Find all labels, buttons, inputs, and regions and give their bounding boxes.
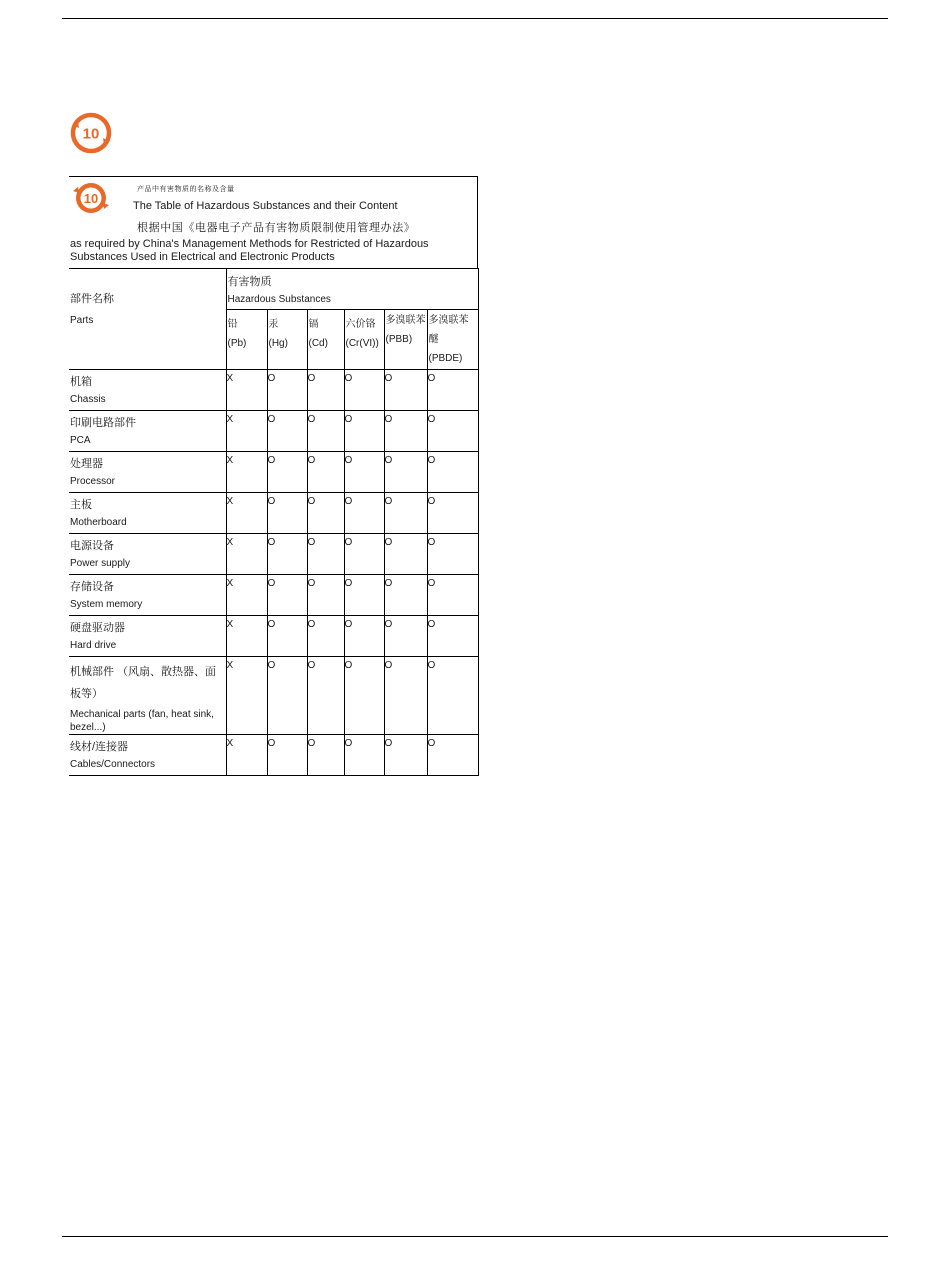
substance-mark: O xyxy=(307,455,316,466)
mark-cell xyxy=(267,657,307,735)
substance-mark: O xyxy=(344,496,353,507)
law-reference-cn: 根据中国《电器电子产品有害物质限制使用管理办法》 xyxy=(137,222,416,234)
substance-mark: O xyxy=(267,660,276,671)
svg-text:10: 10 xyxy=(82,125,100,143)
mark-cell xyxy=(344,370,384,411)
substance-mark: O xyxy=(267,414,276,425)
substance-mark: X xyxy=(226,414,234,425)
mark-cell xyxy=(384,493,427,534)
substance-mark: O xyxy=(384,414,393,425)
substance-mark: O xyxy=(344,660,353,671)
substance-mark: O xyxy=(384,373,393,384)
substance-mark: O xyxy=(307,578,316,589)
substance-mark: O xyxy=(344,455,353,466)
mark-cell xyxy=(226,657,267,735)
substance-mark: O xyxy=(427,414,436,425)
substance-mark: O xyxy=(344,738,353,749)
part-cell xyxy=(69,575,226,616)
mark-cell xyxy=(226,493,267,534)
mark-cell xyxy=(384,616,427,657)
mark-cell xyxy=(384,575,427,616)
mark-cell xyxy=(384,657,427,735)
part-name-cn: 硬盘驱动器 xyxy=(70,622,125,634)
part-cell xyxy=(69,493,226,534)
mark-cell xyxy=(427,370,478,411)
part-name-en: Motherboard xyxy=(70,517,127,528)
mark-cell xyxy=(267,493,307,534)
part-cell xyxy=(69,370,226,411)
table-row xyxy=(69,534,478,575)
substance-mark: O xyxy=(307,373,316,384)
part-name-cn: 机箱 xyxy=(70,376,92,388)
substance-mark: O xyxy=(384,738,393,749)
mark-cell xyxy=(226,452,267,493)
substance-mark: O xyxy=(307,660,316,671)
substance-mark: X xyxy=(226,619,234,630)
mark-cell xyxy=(226,370,267,411)
substance-mark: X xyxy=(226,578,234,589)
substance-symbol: (PBB) xyxy=(385,334,413,345)
substance-mark: O xyxy=(344,537,353,548)
mark-cell xyxy=(226,411,267,452)
mark-cell xyxy=(226,534,267,575)
mark-cell xyxy=(307,493,344,534)
table-row xyxy=(69,411,478,452)
substance-mark: O xyxy=(307,414,316,425)
mark-cell xyxy=(226,616,267,657)
mark-cell xyxy=(384,411,427,452)
mark-cell xyxy=(307,575,344,616)
substance-mark: O xyxy=(344,619,353,630)
mark-cell xyxy=(344,616,384,657)
substances-grid xyxy=(69,268,479,776)
substance-symbol: (Pb) xyxy=(227,338,247,349)
part-cell xyxy=(69,411,226,452)
substances-header-cell xyxy=(226,269,478,310)
substance-symbol: (Hg) xyxy=(268,338,288,349)
part-cell xyxy=(69,452,226,493)
substance-mark: O xyxy=(384,537,393,548)
table-header-block xyxy=(69,176,478,268)
epup-10-small-logo xyxy=(69,179,113,217)
part-name-cn: 电源设备 xyxy=(70,540,114,552)
mark-cell xyxy=(307,616,344,657)
substance-mark: O xyxy=(427,373,436,384)
substance-mark: O xyxy=(384,496,393,507)
part-name-en: Cables/Connectors xyxy=(70,759,156,770)
substances-header-en: Hazardous Substances xyxy=(227,294,331,305)
mark-cell xyxy=(344,411,384,452)
table-row xyxy=(69,657,478,735)
substance-mark: O xyxy=(307,537,316,548)
substance-mark: O xyxy=(307,619,316,630)
substance-mark: O xyxy=(267,738,276,749)
substance-name-cn: 多溴联苯醚 xyxy=(428,315,469,345)
part-name-cn: 印刷电路部件 xyxy=(70,417,136,429)
substance-mark: O xyxy=(267,619,276,630)
epup-10-logo xyxy=(69,111,113,155)
mark-cell xyxy=(226,575,267,616)
law-reference-en: as required by China's Management Methods for Restricted of Hazardous Substances Used in Electrical and Electronic Products xyxy=(70,238,429,263)
mark-cell xyxy=(307,735,344,776)
mark-cell xyxy=(344,657,384,735)
mark-cell xyxy=(384,452,427,493)
substance-mark: O xyxy=(344,373,353,384)
parts-header-cell xyxy=(69,269,226,370)
substance-header-cadmium xyxy=(307,310,344,370)
substance-mark: O xyxy=(384,619,393,630)
substance-mark: O xyxy=(267,496,276,507)
substance-name-cn: 铅 xyxy=(227,319,238,330)
part-cell xyxy=(69,534,226,575)
substance-symbol: (PBDE) xyxy=(428,353,463,364)
substance-mark: O xyxy=(427,496,436,507)
mark-cell xyxy=(427,534,478,575)
mark-cell xyxy=(427,735,478,776)
substance-header-pbb xyxy=(384,310,427,370)
substance-header-lead xyxy=(226,310,267,370)
hazardous-substances-table xyxy=(69,176,478,776)
mark-cell xyxy=(427,411,478,452)
part-cell xyxy=(69,735,226,776)
substance-mark: O xyxy=(427,537,436,548)
part-cell xyxy=(69,657,226,735)
table-row xyxy=(69,575,478,616)
table-row xyxy=(69,616,478,657)
part-name-cn: 机械部件 （风扇、散热器、面板等） xyxy=(70,666,217,700)
part-cell xyxy=(69,616,226,657)
substance-mark: O xyxy=(427,738,436,749)
part-name-en: PCA xyxy=(70,435,91,446)
table-row xyxy=(69,370,478,411)
parts-header-en: Parts xyxy=(70,315,94,326)
part-name-en: Mechanical parts (fan, heat sink, bezel...) xyxy=(70,709,214,733)
mark-cell xyxy=(344,493,384,534)
mark-cell xyxy=(307,411,344,452)
table-title-en: The Table of Hazardous Substances and their Content xyxy=(133,200,398,212)
substance-mark: O xyxy=(344,578,353,589)
mark-cell xyxy=(267,370,307,411)
mark-cell xyxy=(427,657,478,735)
table-row xyxy=(69,452,478,493)
substance-mark: X xyxy=(226,738,234,749)
substance-mark: X xyxy=(226,660,234,671)
substance-header-pbde xyxy=(427,310,478,370)
mark-cell xyxy=(344,735,384,776)
part-name-en: System memory xyxy=(70,599,143,610)
table-row xyxy=(69,735,478,776)
substances-header-cn: 有害物质 xyxy=(227,276,272,288)
part-name-en: Chassis xyxy=(70,394,106,405)
mark-cell xyxy=(267,616,307,657)
mark-cell xyxy=(307,452,344,493)
substance-mark: O xyxy=(307,738,316,749)
mark-cell xyxy=(344,452,384,493)
mark-cell xyxy=(307,370,344,411)
substance-header-mercury xyxy=(267,310,307,370)
substance-mark: O xyxy=(427,578,436,589)
mark-cell xyxy=(427,493,478,534)
substance-mark: O xyxy=(344,414,353,425)
substance-mark: X xyxy=(226,496,234,507)
substance-name-cn: 六价铬 xyxy=(345,319,376,330)
substance-mark: O xyxy=(427,455,436,466)
part-name-cn: 存储设备 xyxy=(70,581,114,593)
mark-cell xyxy=(307,657,344,735)
substance-mark: O xyxy=(307,496,316,507)
mark-cell xyxy=(384,534,427,575)
mark-cell xyxy=(267,735,307,776)
mark-cell xyxy=(267,452,307,493)
mark-cell xyxy=(226,735,267,776)
substance-symbol: (Cr(VI)) xyxy=(345,338,379,349)
substance-name-cn: 多溴联苯 xyxy=(385,315,426,326)
footer-rule xyxy=(62,1236,888,1237)
mark-cell xyxy=(307,534,344,575)
substance-mark: X xyxy=(226,455,234,466)
part-name-en: Hard drive xyxy=(70,640,117,651)
part-name-en: Power supply xyxy=(70,558,131,569)
substance-mark: O xyxy=(267,373,276,384)
substance-header-chromium xyxy=(344,310,384,370)
svg-text:10: 10 xyxy=(83,191,99,206)
mark-cell xyxy=(427,616,478,657)
mark-cell xyxy=(344,575,384,616)
substance-mark: O xyxy=(384,578,393,589)
substance-mark: O xyxy=(427,660,436,671)
substance-name-cn: 汞 xyxy=(268,319,279,330)
table-row xyxy=(69,493,478,534)
substance-name-cn: 镉 xyxy=(308,319,319,330)
substance-mark: O xyxy=(267,455,276,466)
mark-cell xyxy=(384,735,427,776)
mark-cell xyxy=(384,370,427,411)
substance-mark: O xyxy=(267,537,276,548)
mark-cell xyxy=(267,534,307,575)
table-title-cn: 产品中有害物质的名称及含量 xyxy=(137,186,235,193)
substance-symbol: (Cd) xyxy=(308,338,328,349)
mark-cell xyxy=(267,575,307,616)
part-name-cn: 处理器 xyxy=(70,458,103,470)
part-name-cn: 主板 xyxy=(70,499,92,511)
substance-mark: O xyxy=(427,619,436,630)
substance-mark: O xyxy=(267,578,276,589)
mark-cell xyxy=(267,411,307,452)
substance-mark: O xyxy=(384,455,393,466)
substance-mark: X xyxy=(226,537,234,548)
substance-mark: O xyxy=(384,660,393,671)
parts-header-cn: 部件名称 xyxy=(70,293,114,305)
header-rule xyxy=(62,18,888,19)
part-name-cn: 线材/连接器 xyxy=(70,741,129,753)
mark-cell xyxy=(427,452,478,493)
mark-cell xyxy=(344,534,384,575)
part-name-en: Processor xyxy=(70,476,116,487)
substance-mark: X xyxy=(226,373,234,384)
mark-cell xyxy=(427,575,478,616)
